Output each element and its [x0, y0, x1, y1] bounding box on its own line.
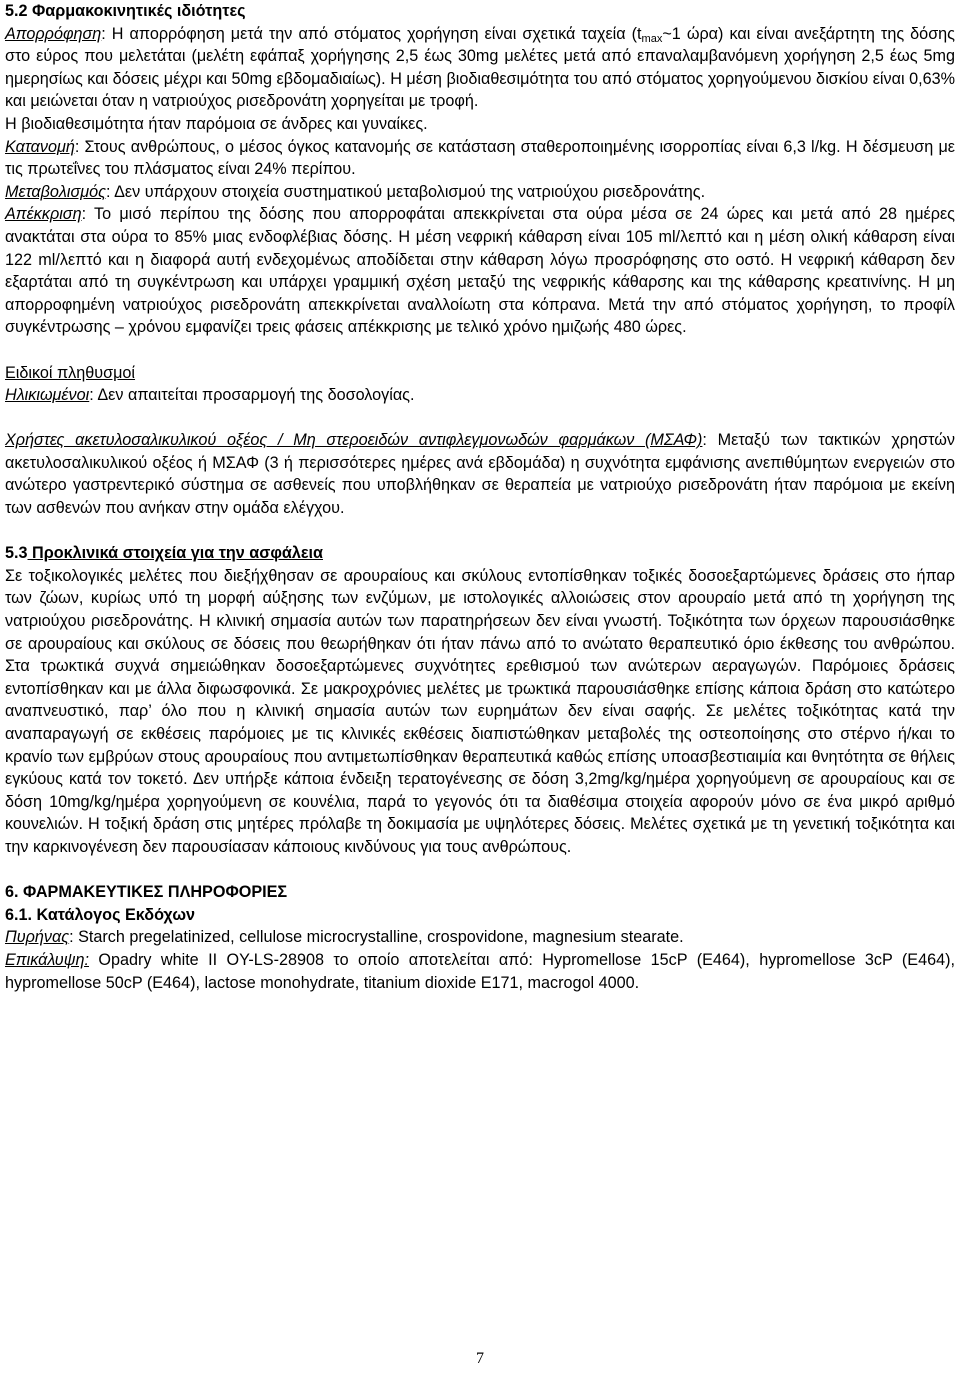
elderly-text: : Δεν απαιτείται προσαρμογή της δοσολογίας. — [89, 386, 415, 405]
special-populations-label: Ειδικοί πληθυσμοί — [5, 363, 136, 382]
excretion-text: : Το μισό περίπου της δόσης που απορροφάται απεκκρίνεται στα ούρα μέσα σε 24 ώρες και μετά από 28 ημέρες ανακτάται στα ούρα το 85% μιας ενδοφλέβιας δόσης. Η μέση νεφρική κάθαρση είναι 105 ml/λεπτό και η μέση ολική κάθαρση είναι 122 ml/λεπτό και η διαφορά αυτή ενδεχομένως αποδίδεται στην κάθαρση λόγω προσρόφησης στο οστό. Η νεφρική κάθαρση δεν εξαρτάται από τη συγκέντρωση και υπάρχει γραμμική σχέση μεταξύ της νεφρικής κάθαρσης και της κάθαρσης κρεατινίνης. Η μη απορροφημένη νατριούχος ρισεδρονάτη απεκκρίνεται αναλλοίωτη στα κόπρανα. Μετά την από στόματος χορήγηση, το προφίλ συγκέντρωσης – χρόνου εμφανίζει τρεις φάσεις απέκκρισης με τελικό χρόνο ημιζωής 480 ώρες. — [5, 205, 955, 337]
absorption-label: Απορρόφηση — [5, 24, 102, 43]
spacer — [5, 407, 955, 430]
section-title-pharmacokinetics: 5.2 Φαρμακοκινητικές ιδιότητες — [5, 2, 246, 20]
coating-label: Επικάλυψη: — [5, 950, 89, 969]
spacer — [5, 859, 955, 882]
nsaid-text: : Μεταξύ των τακτικών χρηστών ακετυλοσαλικυλικού οξέος ή ΜΣΑΦ (3 ή περισσότερες ημέρες ανά εβδομάδα) η συχνότητα εμφάνισης ανεπιθύμητων ενεργειών στο ανώτερο γαστρεντερικό σύστημα σε ασθενείς που υποβλήθηκαν σε θεραπεία με νατριούχο ρισεδρονάτη ήταν παρόμοια με εκείνη των ασθενών που ανήκαν στην ομάδα ελέγχου. — [5, 431, 955, 518]
document-page — [5, 0, 955, 994]
core-text: : Starch pregelatinized, cellulose microcrystalline, crospovidone, magnesium stearate. — [69, 928, 684, 947]
elderly-label: Ηλικιωμένοι — [5, 386, 90, 405]
page-number: 7 — [476, 1350, 484, 1367]
preclinical-paragraph: Σε τοξικολογικές μελέτες που διεξήχθησαν σε αρουραίους και σκύλους εντοπίσθηκαν τοξικές δοσοεξαρτώμενες δράσεις στο ήπαρ των ζώων, κυρίως υπό τη μορφή αύξησης των ενζύμων, με ιστολογικές αλλοιώσεις στον αρουραίο μετά από τη χορήγηση της νατριούχου ρισεδρονάτης. Η κλινική σημασία αυτών των παρατηρήσεων δεν είναι γνωστή. Τοξικότητα των όρχεων παρουσιάσθηκε σε αρουραίους και σκύλους σε δόσεις που θεωρήθηκαν ότι ήταν πάνω από το ανώτατο θεραπευτικό όριο έκθεσης του ανθρώπου. Στα τρωκτικά συχνά σημειώθηκαν δοσοεξαρτώμενες συχνότητες ερεθισμού των ανώτερων αεραγωγών. Παρόμοιες δράσεις εντοπίσθηκαν και με άλλα διφωσφονικά. Σε μακροχρόνιες μελέτες με τρωκτικά παρουσιάσθηκε επίσης κάποια δράση στο κατώτερο αναπνευστικό, παρ’ όλο που η κλινική σημασία αυτών των ευρημάτων δεν είναι σαφής. Σε μελέτες τοξικότητας κατά την αναπαραγωγή σε εκθέσεις παρόμοιες με τις κλινικές εκθέσεις διαπιστώθηκαν μεταβολές της οστεοποίησης στο στέρνο ή/και το κρανίο των εμβρύων στους αρουραίους που αντιμετωπίσθηκαν θεραπευτικά καθώς επίσης υποασβεστιαιμία και θνητότητα σε θήλεις εγκύους κατά τον τοκετό. Δεν υπήρξε κάποια ένδειξη τερατογένεσης σε δόση 3,2mg/kg/ημέρα χορηγούμενη σε αρουραίους και σε δόση 10mg/kg/ημέρα χορηγούμενη σε κουνέλια, παρά το γεγονός ότι τα διαθέσιμα στοιχεία αφορούν μόνο σε ένα μικρό αριθμό κουνελιών. Η τοξική δράση στις μητέρες πρόλαβε τη δοκιμασία με υψηλότερες δόσεις. Μελέτες σχετικά με τη γενετική τοξικότητα και την καρκινογένεση δεν παρουσίασαν κάποιους κινδύνους για τους ανθρώπους. — [5, 566, 955, 856]
section-title-preclinical — [5, 542, 955, 565]
metabolism-paragraph — [5, 181, 955, 204]
absorption-paragraph — [5, 23, 955, 113]
metabolism-label: Μεταβολισμός — [5, 182, 106, 201]
nsaid-label: Χρήστες ακετυλοσαλικυλικού οξέος / Μη στεροειδών αντιφλεγμονωδών φαρμάκων (ΜΣΑΦ) — [5, 431, 703, 450]
coating-text: Opadry white II OY-LS-28908 το οποίο αποτελείται από: Hypromellose 15cP (E464), hypromellose 3cP (E464), hypromellose 50cP (E464), lactose monohydrate, titanium dioxide E171, macrogol 4000. — [5, 950, 955, 992]
section-title-pharmaceutical: 6. ΦΑΡΜΑΚΕΥΤΙΚΕΣ ΠΛΗΡΟΦΟΡΙΕΣ — [5, 883, 288, 902]
coating-paragraph — [5, 949, 955, 994]
distribution-label: Κατανομή — [5, 137, 75, 156]
absorption-text-a: : Η απορρόφηση μετά την από στόματος χορήγηση είναι σχετικά ταχεία (t — [101, 24, 642, 43]
core-label: Πυρήνας — [5, 928, 70, 947]
spacer — [5, 520, 955, 543]
tmax-subscript: max — [641, 32, 663, 45]
absorption-text-b: ~1 ώρα) και είναι ανεξάρτητη της δόσης στο εύρος που μελετάται (μελέτη εφάπαξ χορήγησης 2,5 έως 30mg μελέτες μετά από επαναλαμβανόμενη χορήγηση 2,5 έως 5mg ημερησίως και δόσεις μέχρι και 50mg εβδομαδιαίως). Η μέση βιοδιαθεσιμότητα του από στόματος χορηγούμενου δισκίου είναι 0,63% και μειώνεται όταν η νατριούχος ρισεδρονάτη χορηγείται με τροφή. — [5, 24, 955, 111]
bioavailability-sex-paragraph: Η βιοδιαθεσιμότητα ήταν παρόμοια σε άνδρες και γυναίκες. — [5, 114, 428, 133]
elderly-paragraph — [5, 384, 955, 407]
distribution-paragraph — [5, 136, 955, 181]
metabolism-text: : Δεν υπάρχουν στοιχεία συστηματικού μεταβολισμού της νατριούχου ρισεδρονάτης. — [105, 182, 706, 201]
excretion-label: Απέκκριση — [5, 205, 82, 224]
preclinical-title-number: 5.3 — [5, 544, 28, 563]
nsaid-paragraph — [5, 429, 955, 519]
spacer — [5, 339, 955, 362]
distribution-text: : Στους ανθρώπους, ο μέσος όγκος κατανομής σε κατάσταση σταθεροποιημένης ισορροπίας είναι 6,3 l/kg. Η δέσμευση με τις πρωτεΐνες του πλάσματος είναι 24% περίπου. — [5, 137, 955, 179]
special-populations-heading — [5, 362, 955, 385]
core-paragraph — [5, 926, 955, 949]
excretion-paragraph — [5, 203, 955, 339]
subsection-title-excipients: 6.1. Κατάλογος Εκδόχων — [5, 905, 196, 924]
preclinical-title-text: Προκλινικά στοιχεία για την ασφάλεια — [27, 544, 323, 563]
